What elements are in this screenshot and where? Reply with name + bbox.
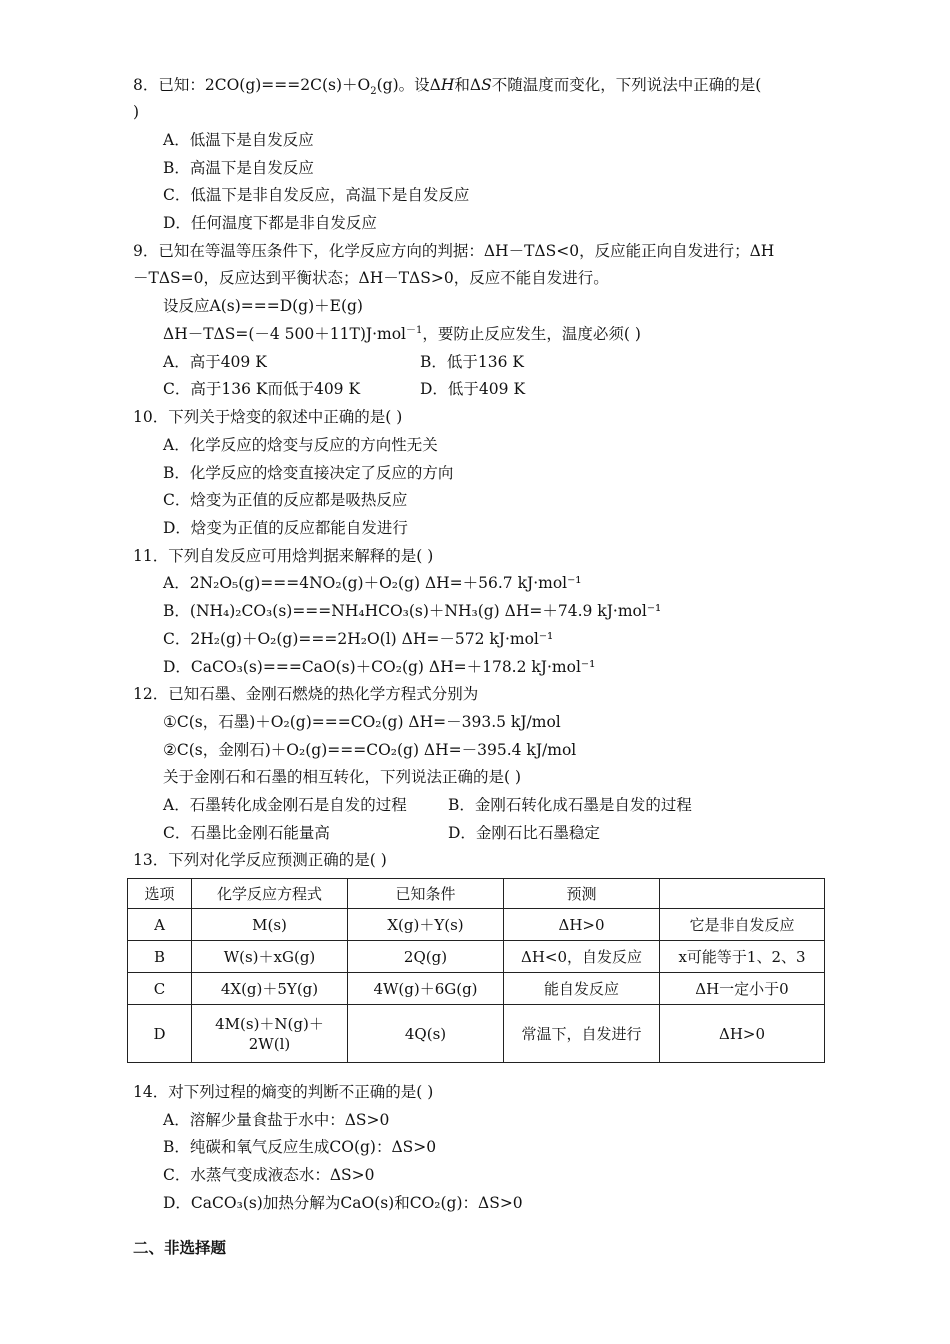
q12-option-b: B．金刚石转化成石墨是自发的过程 [448,796,692,814]
q12-stem: 12．已知石墨、金刚石燃烧的热化学方程式分别为 [133,685,479,703]
table-cell: X(g)＋Y(s) [348,909,504,941]
table-cell: x可能等于1、2、3 [660,941,825,973]
q8-stem-part: 和Δ [454,76,482,94]
q8-stem-part: (g)。设Δ [376,76,441,94]
q12-equation-1: ①C(s，石墨)＋O₂(g)===CO₂(g) ΔH=－393.5 kJ/mol [163,713,561,731]
section-heading: 二、非选择题 [133,1239,227,1257]
q9-option-c: C．高于136 K而低于409 K [163,380,361,398]
table-cell: ΔH>0 [504,909,660,941]
q14-option-d: D．CaCO₃(s)加热分解为CaO(s)和CO₂(g)：ΔS>0 [163,1194,523,1212]
q14-option-a: A．溶解少量食盐于水中：ΔS>0 [163,1111,390,1129]
table-cell: 常温下，自发进行 [504,1005,660,1063]
table-cell: 它是非自发反应 [660,909,825,941]
q9-option-d: D．低于409 K [420,380,526,398]
table-cell: ΔH>0 [660,1005,825,1063]
table-header-cell: 化学反应方程式 [192,879,348,909]
table-cell: C [128,973,192,1005]
table-cell: 4M(s)＋N(g)＋2W(l) [192,1005,348,1063]
q11-option-c: C．2H₂(g)＋O₂(g)===2H₂O(l) ΔH=－572 kJ·mol⁻¹ [163,630,554,648]
table-row [128,941,825,973]
q14-option-b: B．纯碳和氧气反应生成CO(g)：ΔS>0 [163,1138,437,1156]
q11-option-b: B．(NH₄)₂CO₃(s)===NH₄HCO₃(s)＋NH₃(g) ΔH=＋74.9 kJ·mol⁻¹ [163,602,662,620]
table-cell: 能自发反应 [504,973,660,1005]
table-row [128,973,825,1005]
q14-stem: 14．对下列过程的熵变的判断不正确的是( ) [133,1083,434,1101]
table-cell: ΔH一定小于0 [660,973,825,1005]
table-cell: D [128,1005,192,1063]
table-row [128,1005,825,1063]
q8-option-b: B．高温下是自发反应 [163,159,314,177]
table-header-row [128,879,825,909]
q11-option-a: A．2N₂O₅(g)===4NO₂(g)＋O₂(g) ΔH=＋56.7 kJ·mol⁻¹ [163,574,582,592]
table-cell: ΔH<0，自发反应 [504,941,660,973]
q9-condition-part: ΔH－TΔS=(－4 500＋11T)J·mol [163,325,407,343]
q8-option-c: C．低温下是非自发反应，高温下是自发反应 [163,186,470,204]
q11-stem: 11．下列自发反应可用焓判据来解释的是( ) [133,547,434,565]
table-cell: 4Q(s) [348,1005,504,1063]
q9-stem-line2: －TΔS=0，反应达到平衡状态；ΔH－TΔS>0，反应不能自发进行。 [133,269,609,287]
q8-stem-part: 不随温度而变化，下列说法中正确的是( [491,76,762,94]
q9-reaction: 设反应A(s)===D(g)＋E(g) [163,297,363,315]
q10-stem: 10．下列关于焓变的叙述中正确的是( ) [133,408,403,426]
q8-option-d: D．任何温度下都是非自发反应 [163,214,377,232]
table-header-cell: 选项 [128,879,192,909]
table-cell: A [128,909,192,941]
q9-condition: ΔH－TΔS=(－4 500＋11T)J·mol$^{-1}$，要防止反应发生，温度必须( ) [163,324,641,343]
q12-ask: 关于金刚石和石墨的相互转化，下列说法正确的是( ) [163,768,522,786]
q12-option-d: D．金刚石比石墨稳定 [448,824,600,842]
q8-option-a: A．低温下是自发反应 [163,131,314,149]
table-header-cell: 已知条件 [348,879,504,909]
q12-option-c: C．石墨比金刚石能量高 [163,824,330,842]
q9-option-a: A．高于409 K [163,353,267,371]
q13-table [127,878,825,1063]
q14-option-c: C．水蒸气变成液态水：ΔS>0 [163,1166,375,1184]
q13-stem: 13．下列对化学反应预测正确的是( ) [133,851,387,869]
q11-option-d: D．CaCO₃(s)===CaO(s)＋CO₂(g) ΔH=＋178.2 kJ·mol⁻¹ [163,658,596,676]
q9-stem-line1: 9．已知在等温等压条件下，化学反应方向的判据：ΔH－TΔS<0，反应能正向自发进行；ΔH [133,242,775,260]
table-cell: 4W(g)＋6G(g) [348,973,504,1005]
q10-option-d: D．焓变为正值的反应都能自发进行 [163,519,408,537]
table-cell: M(s) [192,909,348,941]
q8-stem: 8．已知：$2CO(g)===2C(s)+O_2(g)$。设ΔH和ΔS不随温度而变化，下列说法中正确的是( [133,76,762,98]
table-row [128,909,825,941]
q8-stem-close: ) [133,103,140,121]
table-header-cell: 预测 [504,879,660,909]
q9-option-b: B．低于136 K [420,353,524,371]
table-cell: W(s)＋xG(g) [192,941,348,973]
table-cell: 4X(g)＋5Y(g) [192,973,348,1005]
table-cell: 2Q(g) [348,941,504,973]
q12-option-a: A．石墨转化成金刚石是自发的过程 [163,796,407,814]
q8-stem-part: 8．已知：2CO(g)===2C(s)＋O [133,76,371,94]
q9-condition-part: ，要防止反应发生，温度必须( ) [422,325,641,343]
q12-equation-2: ②C(s，金刚石)＋O₂(g)===CO₂(g) ΔH=－395.4 kJ/mol [163,741,577,759]
table-header-cell [660,879,825,909]
table-cell: B [128,941,192,973]
q10-option-a: A．化学反应的焓变与反应的方向性无关 [163,436,438,454]
q10-option-c: C．焓变为正值的反应都是吸热反应 [163,491,408,509]
q10-option-b: B．化学反应的焓变直接决定了反应的方向 [163,464,454,482]
